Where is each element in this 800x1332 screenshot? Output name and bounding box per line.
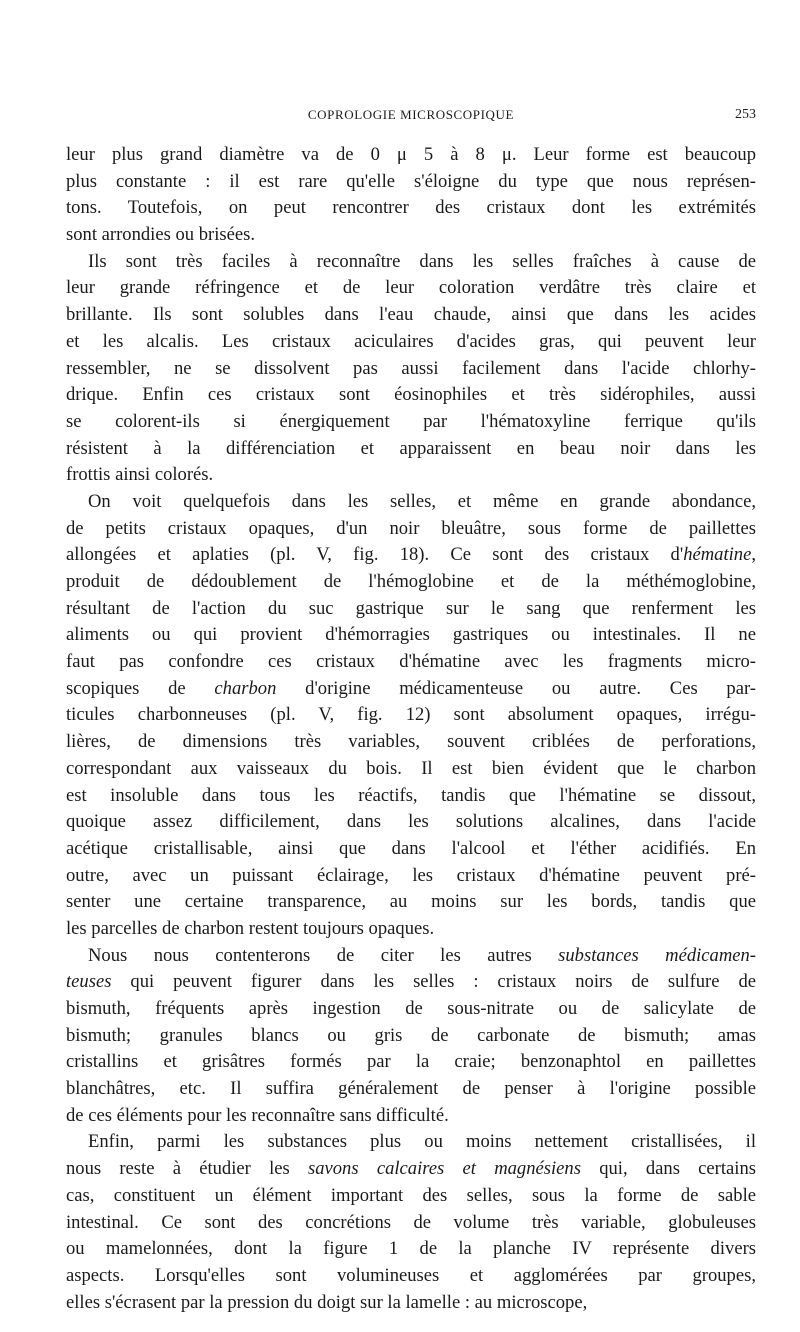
text-line: acétique cristallisable, ainsi que dans l'alcool et l'éther acidifiés. En xyxy=(66,837,756,859)
text-line: cas, constituent un élément important des selles, sous la forme de sable xyxy=(66,1184,756,1206)
text-line: plus constante : il est rare qu'elle s'éloigne du type que nous représen- xyxy=(66,170,756,192)
text-line: elles s'écrasent par la pression du doigt sur la lamelle : au microscope, xyxy=(66,1291,588,1313)
text-line: produit de dédoublement de l'hémoglobine et de la méthémoglobine, xyxy=(66,571,756,592)
text-line: et les alcalis. Les cristaux aciculaires d'acides gras, qui peuvent leur xyxy=(66,330,756,352)
text-line: résultant de l'action du suc gastrique sur le sang que renferment les xyxy=(66,597,756,619)
text-line: cristallins et grisâtres formés par la craie; benzonaphtol en paillettes xyxy=(66,1051,756,1073)
text-line: résistent à la différenciation et apparaissent en beau noir dans les xyxy=(66,437,756,459)
text-line: drique. Enfin ces cristaux sont éosinophiles et très sidérophiles, aussi xyxy=(66,384,756,406)
text-line: Ils sont très faciles à reconnaître dans les selles fraîches à cause de xyxy=(88,250,756,272)
paragraph xyxy=(66,489,756,943)
text-line: aspects. Lorsqu'elles sont volumineuses et agglomérées par groupes, xyxy=(66,1264,756,1286)
italic-term: savons calcaires et magnésiens xyxy=(307,1158,581,1180)
text-line: ou mamelonnées, dont la figure 1 de la planche IV représente divers xyxy=(66,1238,756,1260)
paragraph xyxy=(66,943,756,1130)
text-line: bismuth, fréquents après ingestion de sous-nitrate ou de salicylate de xyxy=(66,998,756,1019)
italic-term: hématine xyxy=(683,544,752,566)
text-line: faut pas confondre ces cristaux d'hématine avec les fragments micro- xyxy=(66,651,756,673)
text-line: blanchâtres, etc. Il suffira généralement de penser à l'origine possible xyxy=(66,1078,756,1100)
text-run: qui, dans certains xyxy=(580,1158,756,1180)
text-line: lières, de dimensions très variables, souvent criblées de perforations, xyxy=(66,731,756,753)
italic-term: teuses xyxy=(66,971,112,993)
text-line: On voit quelquefois dans les selles, et même en grande abondance, xyxy=(88,490,756,512)
running-head xyxy=(66,103,756,127)
text-run: qui peuvent figurer dans les selles : cristaux noirs de sulfure de xyxy=(111,971,756,993)
text-line: quoique assez difficilement, dans les solutions alcalines, dans l'acide xyxy=(66,811,756,833)
text-line: correspondant aux vaisseaux du bois. Il est bien évident que le charbon xyxy=(66,757,756,779)
text-line: leur plus grand diamètre va de 0 μ 5 à 8 μ. Leur forme est beaucoup xyxy=(66,144,756,165)
text-line: sont arrondies ou brisées. xyxy=(66,224,255,246)
text-line: aliments ou qui provient d'hémorragies gastriques ou intestinales. Il ne xyxy=(66,624,756,646)
text-line xyxy=(66,676,756,703)
text-line: senter une certaine transparence, au moins sur les bords, tandis que xyxy=(66,891,756,913)
text-line: de petits cristaux opaques, d'un noir bleuâtre, sous forme de paillettes xyxy=(66,517,756,539)
text-line: tons. Toutefois, on peut rencontrer des cristaux dont les extrémités xyxy=(66,197,756,219)
text-line xyxy=(66,1156,756,1183)
text-line xyxy=(66,943,756,970)
paragraph xyxy=(66,249,756,489)
text-run: scopiques de xyxy=(66,677,215,699)
text-run: nous reste à étudier les xyxy=(66,1158,308,1180)
text-line: ticules charbonneuses (pl. V, fig. 12) sont absolument opaques, irrégu- xyxy=(66,704,756,726)
paragraph xyxy=(66,142,756,249)
text-line: outre, avec un puissant éclairage, les cristaux d'hématine peuvent pré- xyxy=(66,864,756,886)
text-line: se colorent-ils si énergiquement par l'hématoxyline ferrique qu'ils xyxy=(66,410,756,432)
page-number: 253 xyxy=(735,107,756,122)
text-run: Nous nous contenterons de citer les autres xyxy=(88,944,559,966)
italic-term: charbon xyxy=(214,677,277,699)
text-run: allongées et aplaties (pl. V, fig. 18). Ce sont des cristaux d' xyxy=(66,544,684,566)
text-line: brillante. Ils sont solubles dans l'eau chaude, ainsi que dans les acides xyxy=(66,304,756,326)
text-line: de ces éléments pour les reconnaître sans difficulté. xyxy=(66,1104,449,1126)
text-run: d'origine médicamenteuse ou autre. Ces par- xyxy=(276,677,756,699)
text-line: leur grande réfringence et de leur coloration verdâtre très claire et xyxy=(66,277,756,299)
text-run: , xyxy=(751,544,756,566)
text-line xyxy=(66,542,756,569)
text-line: ressembler, ne se dissolvent pas aussi facilement dans l'acide chlorhy- xyxy=(66,357,756,379)
text-line: les parcelles de charbon restent toujours opaques. xyxy=(66,917,435,939)
text-line: bismuth; granules blancs ou gris de carbonate de bismuth; amas xyxy=(66,1024,756,1046)
text-line: est insoluble dans tous les réactifs, tandis que l'hématine se dissout, xyxy=(66,784,756,806)
italic-term: substances médicamen- xyxy=(558,944,756,966)
paragraph xyxy=(66,1129,756,1316)
text-line: Enfin, parmi les substances plus ou moins nettement cristallisées, il xyxy=(88,1131,756,1153)
text-line xyxy=(66,969,756,996)
running-title: COPROLOGIE MICROSCOPIQUE xyxy=(307,107,515,122)
text-line: frottis ainsi colorés. xyxy=(66,464,214,486)
body-text xyxy=(66,142,756,1316)
text-line: intestinal. Ce sont des concrétions de volume très variable, globuleuses xyxy=(66,1211,756,1233)
